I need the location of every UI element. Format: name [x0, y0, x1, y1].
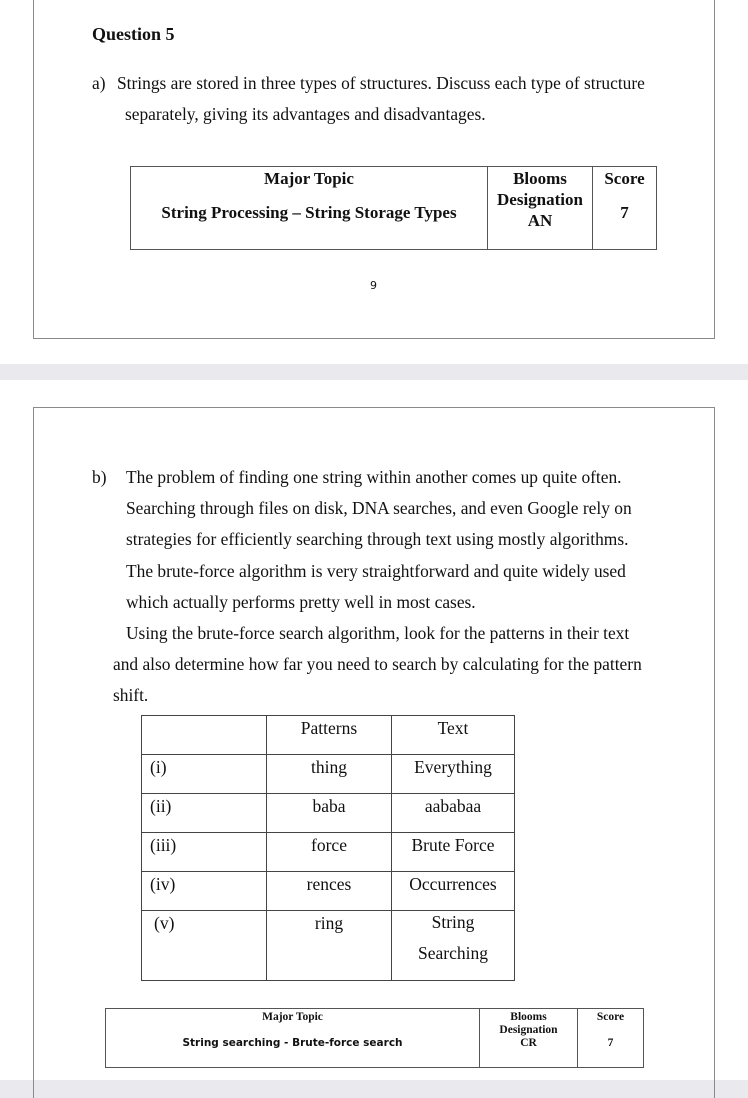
blooms-header-line-2: Designation — [499, 1024, 558, 1036]
blooms-cell — [488, 167, 593, 250]
row-number: (ii) — [142, 794, 267, 833]
row-number: (i) — [142, 755, 267, 794]
row-pattern: baba — [267, 794, 392, 833]
table-row — [142, 872, 515, 911]
blooms-designation: AN — [527, 211, 553, 230]
part-b-line-8: shift. — [113, 685, 149, 705]
row-pattern: ring — [267, 911, 392, 981]
row-text-line-1: String — [431, 912, 475, 932]
part-b-line-7: and also determine how far you need to search by calculating for the pattern — [113, 654, 642, 674]
score-cell — [578, 1009, 644, 1068]
part-b-line-2: Searching through files on disk, DNA searches, and even Google rely on — [126, 498, 632, 518]
table-row — [142, 755, 515, 794]
table-row — [142, 833, 515, 872]
row-text-multiline — [392, 911, 515, 981]
table-header-empty — [142, 716, 267, 755]
part-b-line-1: The problem of finding one string within another comes up quite often. — [126, 467, 622, 487]
major-topic-value: String searching - Brute-force search — [182, 1037, 403, 1049]
table-row — [142, 911, 515, 981]
row-pattern: force — [267, 833, 392, 872]
part-a-topic-table — [130, 166, 657, 250]
part-a-label: a) — [92, 73, 106, 93]
part-a-line-2: separately, giving its advantages and disadvantages. — [125, 104, 486, 124]
question-title: Question 5 — [92, 24, 175, 44]
score-value: 7 — [620, 203, 629, 222]
table-header-row — [142, 716, 515, 755]
major-topic-cell — [131, 167, 488, 250]
row-number: (iv) — [142, 872, 267, 911]
row-number: (v) — [142, 911, 267, 981]
patterns-table — [141, 715, 515, 981]
patterns-header: Patterns — [267, 716, 392, 755]
major-topic-header: Major Topic — [262, 1011, 323, 1023]
score-header: Score — [596, 1011, 625, 1023]
blooms-cell — [480, 1009, 578, 1068]
major-topic-value: String Processing – String Storage Types — [161, 203, 457, 222]
blooms-header-line-1: Blooms — [513, 169, 567, 188]
part-a-line-1: Strings are stored in three types of structures. Discuss each type of structure — [117, 73, 645, 93]
row-pattern: thing — [267, 755, 392, 794]
major-topic-cell — [106, 1009, 480, 1068]
part-b-label: b) — [92, 467, 107, 487]
part-b-line-5: which actually performs pretty well in most cases. — [126, 592, 476, 612]
row-text: aababaa — [392, 794, 515, 833]
part-b-topic-table — [105, 1008, 644, 1068]
blooms-designation: CR — [520, 1037, 537, 1049]
blooms-header-line-2: Designation — [497, 190, 583, 209]
score-header: Score — [604, 169, 645, 188]
row-text: Occurrences — [392, 872, 515, 911]
score-cell — [593, 167, 657, 250]
row-text: Everything — [392, 755, 515, 794]
table-row — [142, 794, 515, 833]
blooms-header-line-1: Blooms — [510, 1011, 547, 1023]
major-topic-header: Major Topic — [264, 169, 354, 188]
text-header: Text — [392, 716, 515, 755]
part-b-line-6: Using the brute-force search algorithm, look for the patterns in their text — [126, 623, 630, 643]
row-text: Brute Force — [392, 833, 515, 872]
part-b-line-3: strategies for efficiently searching through text using mostly algorithms. — [126, 529, 629, 549]
page-number: 9 — [370, 279, 377, 292]
row-text-line-2: Searching — [418, 943, 488, 963]
row-number: (iii) — [142, 833, 267, 872]
part-b-line-4: The brute-force algorithm is very straightforward and quite widely used — [126, 561, 626, 581]
score-value: 7 — [607, 1037, 614, 1049]
row-pattern: rences — [267, 872, 392, 911]
